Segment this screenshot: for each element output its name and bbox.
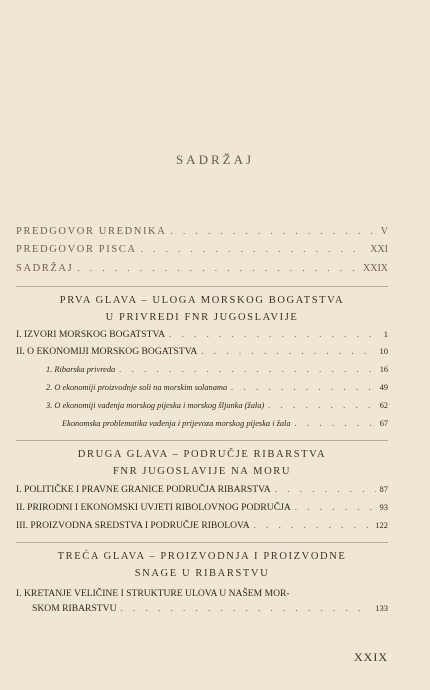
- entry-label: 1. Ribarska privreda: [46, 365, 116, 374]
- toc-entry: [16, 329, 388, 340]
- entry-page: 93: [379, 502, 388, 512]
- toc-entry-predgovor-pisca: [16, 244, 388, 255]
- chapter-heading-line: SNAGE U RIBARSTVU: [134, 568, 270, 579]
- dot-leader: [275, 484, 376, 494]
- entry-page: 49: [379, 383, 388, 392]
- entry-page: 1: [383, 329, 388, 339]
- page-number: XXIX: [354, 650, 388, 664]
- entry-label: II. O EKONOMIJI MORSKOG BOGATSTVA: [16, 346, 198, 357]
- entry-label: II. PRIRODNI I EKONOMSKI UVJETI RIBOLOVNOG PODRUČJA: [16, 502, 291, 513]
- entry-label: I. IZVORI MORSKOG BOGATSTVA: [16, 329, 166, 340]
- divider: [16, 286, 388, 287]
- toc-subentry: [46, 400, 388, 410]
- entry-page: 10: [379, 346, 388, 356]
- entry-label: Ekonomska problematika vađenja i prijevoza morskog pijeska i žala: [62, 419, 291, 428]
- toc-entry-predgovor-urednika: [16, 226, 388, 237]
- entry-label: PREDGOVOR PISCA: [16, 244, 137, 255]
- entry-page: V: [380, 226, 388, 237]
- dot-leader: [231, 382, 376, 392]
- entry-page: XXIX: [363, 263, 388, 274]
- entry-page: 62: [379, 401, 388, 410]
- toc-entry: [16, 520, 388, 531]
- entry-page: 87: [379, 484, 388, 494]
- entry-label: I. POLITIČKE I PRAVNE GRANICE PODRUČJA RIBARSTVA: [16, 484, 271, 495]
- chapter-heading: [16, 292, 388, 326]
- entry-label: SADRŽAJ: [16, 263, 74, 274]
- toc-entry: [16, 484, 388, 495]
- chapter-heading-line: TREĆA GLAVA – PROIZVODNJA I PROIZVODNE: [57, 551, 347, 562]
- page-title: SADRŽAJ: [175, 152, 255, 167]
- dot-leader: [169, 329, 380, 339]
- entry-label: 3. O ekonomiji vađenja morskog pijeska i morskog šljunka (žala): [46, 401, 265, 410]
- entry-page: XXI: [370, 244, 388, 255]
- toc-entry: [16, 586, 388, 616]
- entry-page: 67: [379, 419, 388, 428]
- dot-leader: [121, 601, 372, 616]
- entry-continuation: [16, 601, 388, 616]
- toc-subentry: [62, 418, 388, 428]
- chapter-heading: [16, 446, 388, 480]
- toc-entry: [16, 346, 388, 357]
- dot-leader: [254, 520, 372, 530]
- chapter-heading-line: DRUGA GLAVA – PODRUČJE RIBARSTVA: [77, 449, 327, 460]
- chapter-heading-line: PRVA GLAVA – ULOGA MORSKOG BOGATSTVA: [59, 295, 345, 306]
- toc-entry: [16, 502, 388, 513]
- chapter-heading-line: U PRIVREDI FNR JUGOSLAVIJE: [105, 312, 299, 323]
- toc-entry-sadrzaj: [16, 263, 388, 274]
- dot-leader: [141, 244, 367, 254]
- dot-leader: [170, 226, 376, 236]
- divider: [16, 440, 388, 441]
- entry-label: 2. O ekonomiji proizvodnje soli na morskim solanama: [46, 383, 228, 392]
- entry-page: 133: [375, 603, 388, 613]
- dot-leader: [201, 346, 375, 356]
- dot-leader: [295, 502, 376, 512]
- toc-subentry: [46, 364, 388, 374]
- toc-subentry: [46, 382, 388, 392]
- dot-leader: [295, 418, 376, 428]
- entry-label: III. PROIZVODNA SREDSTVA I PODRUČJE RIBOLOVA: [16, 520, 250, 531]
- entry-label: PREDGOVOR UREDNIKA: [16, 226, 167, 237]
- dot-leader: [77, 263, 359, 273]
- divider: [16, 542, 388, 543]
- dot-leader: [268, 400, 376, 410]
- chapter-heading-line: FNR JUGOSLAVIJE NA MORU: [112, 466, 292, 477]
- entry-page: 122: [375, 520, 388, 530]
- entry-label: SKOM RIBARSTVU: [32, 603, 117, 614]
- entry-page: 16: [379, 365, 388, 374]
- chapter-heading: [16, 548, 388, 582]
- entry-label: I. KRETANJE VELIČINE I STRUKTURE ULOVA U NAŠEM MOR-: [16, 588, 290, 599]
- dot-leader: [119, 364, 375, 374]
